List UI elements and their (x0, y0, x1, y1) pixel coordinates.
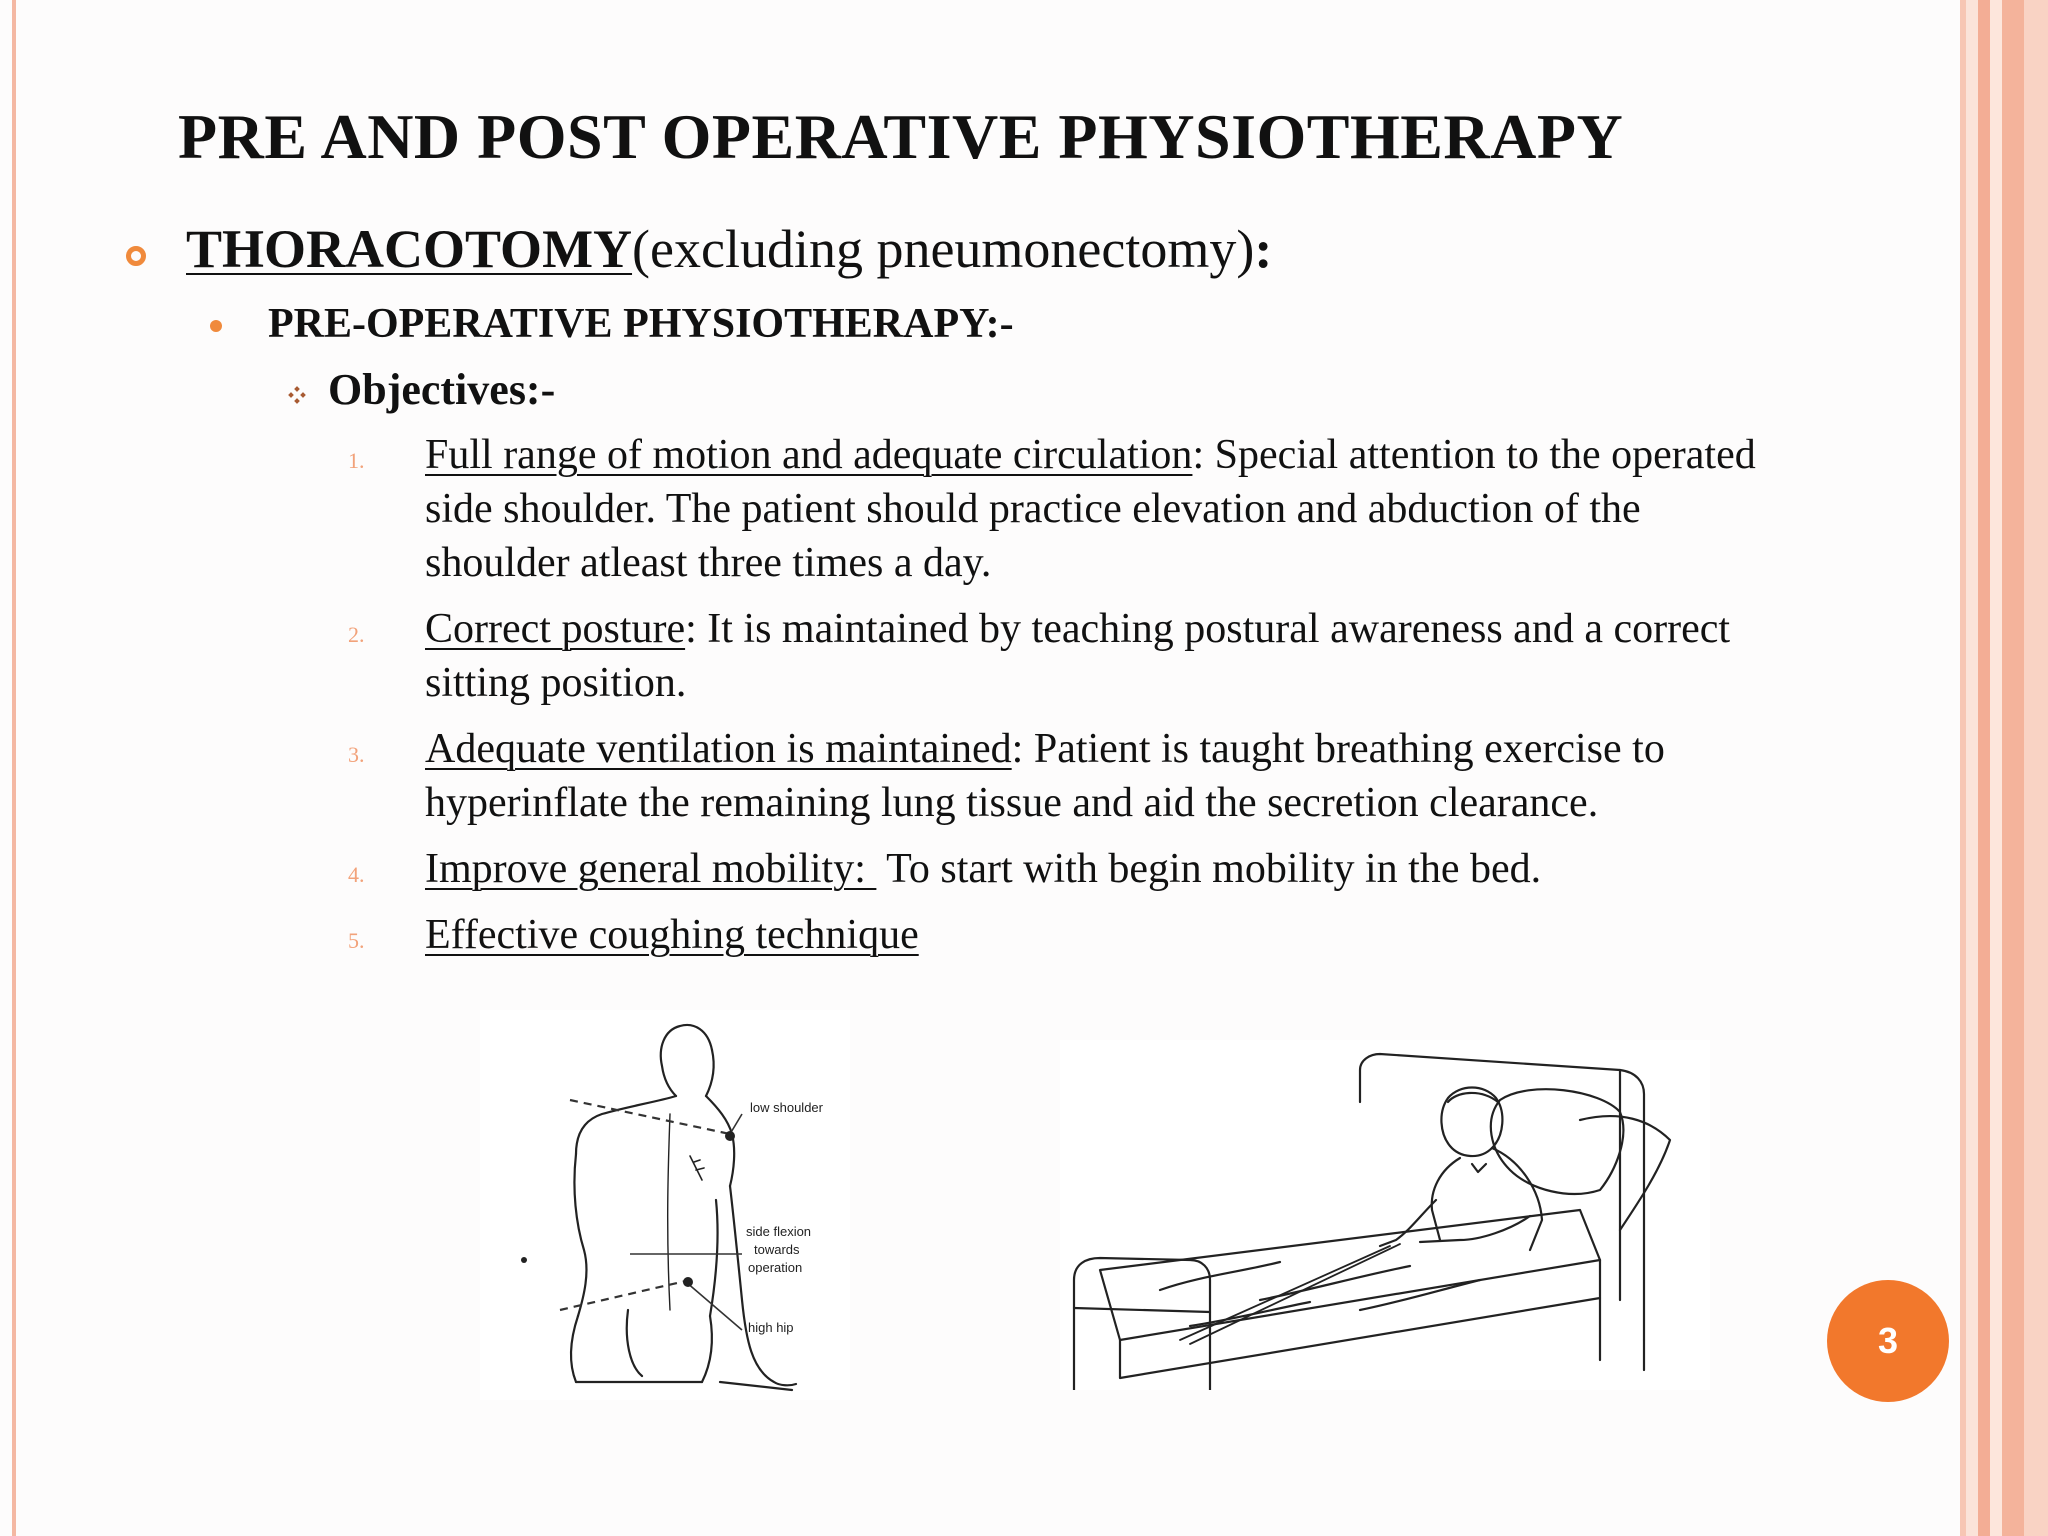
posture-drawing (480, 1010, 850, 1400)
objective-item (425, 428, 1765, 590)
objective-item (425, 722, 1765, 830)
left-decorative-border (0, 0, 26, 1536)
diamond-bullet-icon (288, 386, 306, 404)
objective-number: 1. (348, 448, 365, 473)
bed-exercise-illustration (1060, 1040, 1710, 1390)
low-shoulder-marker (725, 1131, 735, 1141)
label-low-shoulder: low shoulder (750, 1100, 823, 1115)
posture-illustration (480, 1010, 850, 1400)
objective-term: Adequate ventilation is maintained (425, 726, 1012, 772)
objective-item (425, 842, 1765, 896)
label-high-hip: high hip (748, 1320, 794, 1335)
thoracotomy-term: THORACOTOMY (186, 219, 633, 279)
high-hip-marker (683, 1277, 693, 1287)
objective-text: To start with begin mobility in the bed. (876, 846, 1542, 892)
objective-number: 4. (348, 862, 365, 887)
label-side-flexion: side flexion (746, 1224, 812, 1239)
objective-term: Improve general mobility: (425, 846, 877, 892)
thoracotomy-qualifier: (excluding pneumonectomy) (632, 219, 1255, 279)
page-number-badge: 3 (1827, 1280, 1949, 1402)
objective-term: Full range of motion and adequate circulation (425, 432, 1193, 478)
objective-term: Effective coughing technique (425, 912, 919, 958)
bed-drawing (1060, 1040, 1710, 1390)
objective-number: 3. (348, 742, 365, 767)
stray-mark (521, 1257, 527, 1263)
ring-bullet-icon (126, 246, 146, 266)
dot-bullet-icon (210, 320, 222, 332)
objective-item (425, 908, 1765, 962)
right-decorative-border (1960, 0, 2048, 1536)
objective-item (425, 602, 1765, 710)
objective-number: 2. (348, 622, 365, 647)
label-operation: operation (748, 1260, 803, 1275)
thoracotomy-colon: : (1254, 219, 1273, 279)
pre-operative-label: PRE-OPERATIVE PHYSIOTHERAPY:- (268, 301, 1014, 347)
objective-text: : It is maintained by teaching postural awareness and a correct sitting position. (425, 606, 1731, 706)
objective-term: Correct posture (425, 606, 686, 652)
objective-number: 5. (348, 928, 365, 953)
objective-text: : Patient is taught breathing exercise to hyperinflate the remaining lung tissue and aid the secretion clearance. (425, 726, 1665, 826)
slide-title: PRE AND POST OPERATIVE PHYSIOTHERAPY (178, 101, 1624, 172)
objective-text: : Special attention to the operated side shoulder. The patient should practice elevation and abduction of the shoulder atleast three times a day. (425, 432, 1756, 586)
label-towards: towards (754, 1242, 800, 1257)
objectives-label: Objectives:- (328, 365, 556, 414)
